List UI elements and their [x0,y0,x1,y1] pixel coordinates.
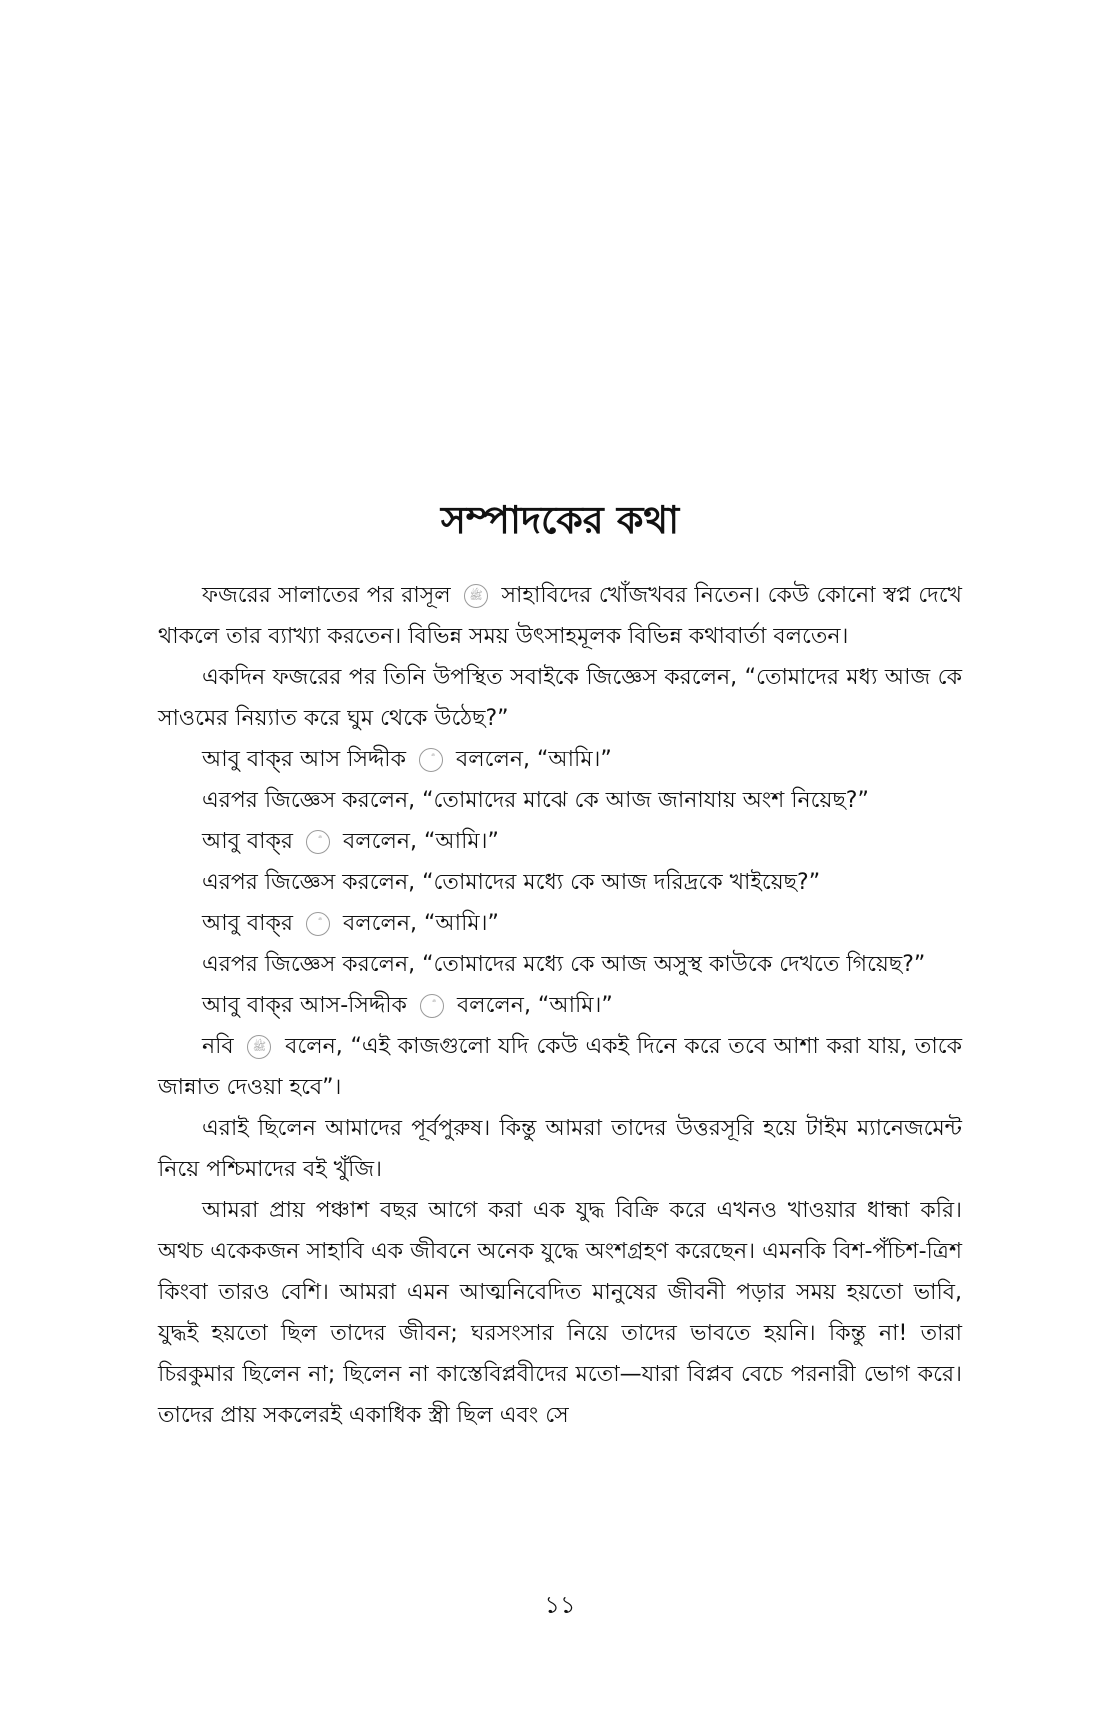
paragraph-10-text-b: বলেন, “এই কাজগুলো যদি কেউ একই দিনে করে তবে আশা করা যায়, তাকে জান্নাত দেওয়া হবে”। [158,1034,962,1100]
paragraph-6: এরপর জিজ্ঞেস করলেন, “তোমাদের মধ্যে কে আজ দরিদ্রকে খাইয়েছ?” [202,870,821,895]
paragraph-1-text-a: ফজরের সালাতের পর রাসূল [202,583,451,608]
paragraph-3-text-b: বললেন, “আমি।” [456,747,612,772]
paragraph-1-text-b: সাহাবিদের খোঁজখবর নিতেন। কেউ কোনো স্বপ্ন দেখে থাকলে তার ব্যাখ্যা করতেন। বিভিন্ন সময় উৎসাহমূলক বিভিন্ন কথাবার্তা বলতেন। [158,583,962,649]
paragraph-9 [158,985,962,1026]
honorific-seal-icon: ﷺ [464,584,488,608]
paragraph-5-text-b: বললেন, “আমি।” [343,829,499,854]
paragraph-5 [158,821,962,862]
paragraph-9-text-b: বললেন, “আমি।” [456,993,613,1018]
paragraph-11: এরাই ছিলেন আমাদের পূর্বপুরুষ। কিন্তু আমরা তাদের উত্তরসূরি হয়ে টাইম ম্যানেজমেন্ট নিয়ে পশ্চিমাদের বই খুঁজি। [158,1116,962,1182]
paragraph-8: এরপর জিজ্ঞেস করলেন, “তোমাদের মধ্যে কে আজ অসুস্থ কাউকে দেখতে গিয়েছ?” [202,952,926,977]
chapter-title: সম্পাদকের কথা [440,498,680,542]
honorific-seal-icon [306,830,330,854]
body-text [158,575,962,1436]
paragraph-12: আমরা প্রায় পঞ্চাশ বছর আগে করা এক যুদ্ধ বিক্রি করে এখনও খাওয়ার ধান্ধা করি। অথচ একেকজন সাহাবি এক জীবনে অনেক যুদ্ধে অংশগ্রহণ করেছেন। এমনকি বিশ-পঁচিশ-ত্রিশ কিংবা তারও বেশি। আমরা এমন আত্মনিবেদিত মানুষের জীবনী পড়ার সময় হয়তো ভাবি, যুদ্ধই হয়তো ছিল তাদের জীবন; ঘরসংসার নিয়ে তাদের ভাবতে হয়নি। কিন্তু না! তারা চিরকুমার ছিলেন না; ছিলেন না কাস্তেবিপ্লবীদের মতো—যারা বিপ্লব বেচে পরনারী ভোগ করে। তাদের প্রায় সকলেরই একাধিক স্ত্রী ছিল এবং সে [158,1198,962,1428]
honorific-seal-icon: ﷺ [247,1035,271,1059]
paragraph-10 [158,1026,962,1108]
paragraph-5-text-a: আবু বাক্‌র [202,829,294,854]
honorific-seal-icon [420,994,444,1018]
paragraph-1 [158,575,962,657]
paragraph-10-text-a: নবি [202,1034,234,1059]
honorific-seal-icon [419,748,443,772]
paragraph-4: এরপর জিজ্ঞেস করলেন, “তোমাদের মাঝে কে আজ জানাযায় অংশ নিয়েছ?” [202,788,869,813]
honorific-seal-icon [306,912,330,936]
paragraph-2: একদিন ফজরের পর তিনি উপস্থিত সবাইকে জিজ্ঞেস করলেন, “তোমাদের মধ্য আজ কে সাওমের নিয়্যাত করে ঘুম থেকে উঠেছ?” [158,665,962,731]
paragraph-9-text-a: আবু বাক্‌র আস-সিদ্দীক [202,993,407,1018]
paragraph-7-text-b: বললেন, “আমি।” [343,911,499,936]
page-number: ১১ [544,1591,576,1619]
paragraph-3-text-a: আবু বাক্‌র আস সিদ্দীক [202,747,406,772]
paragraph-3 [158,739,962,780]
paragraph-7 [158,903,962,944]
paragraph-7-text-a: আবু বাক্‌র [202,911,294,936]
